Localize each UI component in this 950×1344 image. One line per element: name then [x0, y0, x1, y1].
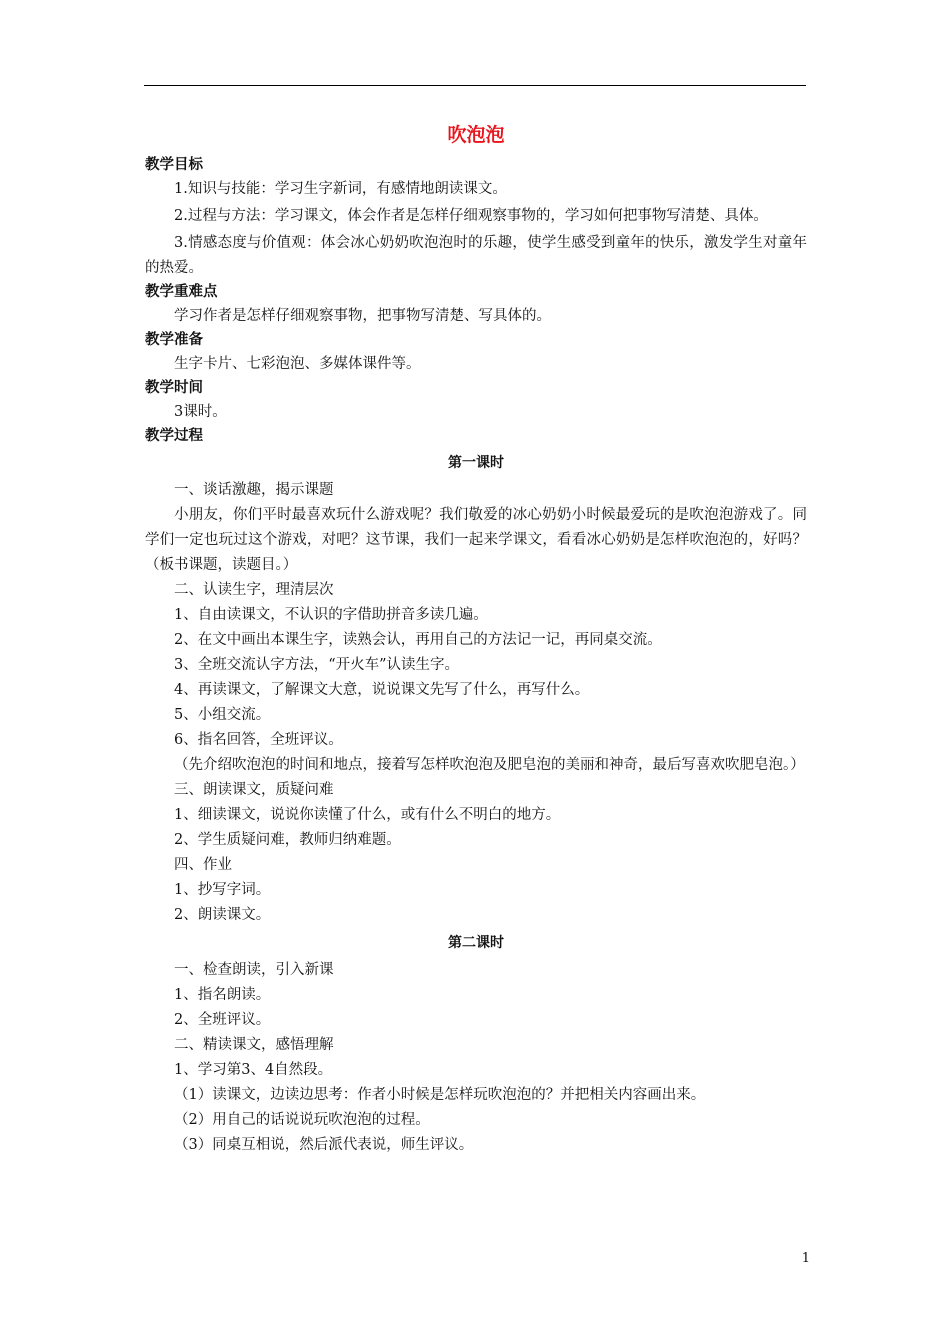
lesson1-para: 1、抄写字词。	[174, 882, 271, 898]
lesson2-para: 一、检查朗读，引入新课	[174, 962, 334, 978]
lesson1-para: 6、指名回答，全班评议。	[174, 732, 343, 748]
lesson2-para: （1）读课文，边读边思考：作者小时候是怎样玩吹泡泡的？并把相关内容画出来。	[174, 1087, 706, 1103]
lesson1-para: 一、谈话激趣，揭示课题	[174, 482, 334, 498]
section-heading-goals: 教学目标	[145, 157, 203, 173]
time-text: 3课时。	[174, 404, 227, 420]
lesson1-para: 3、全班交流认字方法，“开火车”认读生字。	[174, 657, 460, 673]
lesson1-para: 1、细读课文，说说你读懂了什么，或有什么不明白的地方。	[174, 807, 561, 823]
lesson1-para: （先介绍吹泡泡的时间和地点，接着写怎样吹泡泡及肥皂泡的美丽和神奇，最后写喜欢吹肥皂泡。）	[174, 757, 805, 773]
lesson2-para: 二、精读课文，感悟理解	[174, 1037, 334, 1053]
lesson1-para: 2、学生质疑问难，教师归纳难题。	[174, 832, 401, 848]
lesson1-para: 小朋友，你们平时最喜欢玩什么游戏呢？我们敬爱的冰心奶奶小时候最爱玩的是吹泡泡游戏了。同学们一定也玩过这个游戏，对吧？这节课，我们一起来学课文，看看冰心奶奶是怎样吹泡泡的，好吗？（板书课题，读题目。）	[145, 507, 807, 573]
lesson1-para: 四、作业	[174, 857, 232, 873]
lesson1-para: 1、自由读课文，不认识的字借助拼音多读几遍。	[174, 607, 488, 623]
lesson1-para: 5、小组交流。	[174, 707, 271, 723]
lesson1-para: 2、朗读课文。	[174, 907, 271, 923]
lesson2-para: 1、指名朗读。	[174, 987, 271, 1003]
lesson1-para: 三、朗读课文，质疑问难	[174, 782, 334, 798]
section-heading-process: 教学过程	[145, 428, 203, 444]
header-rule	[144, 85, 806, 86]
key-points-text: 学习作者是怎样仔细观察事物，把事物写清楚、写具体的。	[174, 308, 551, 324]
lesson1-heading: 第一课时	[448, 455, 504, 471]
lesson2-para: （3）同桌互相说，然后派代表说，师生评议。	[174, 1137, 474, 1153]
goal-item: 1.知识与技能：学习生字新词，有感情地朗读课文。	[174, 181, 507, 197]
goal-item: 2.过程与方法：学习课文，体会作者是怎样仔细观察事物的，学习如何把事物写清楚、具体。	[174, 208, 768, 224]
lesson1-para: 2、在文中画出本课生字，读熟会认，再用自己的方法记一记，再同桌交流。	[174, 632, 662, 648]
document-body	[145, 118, 807, 1158]
section-heading-key-points: 教学重难点	[145, 284, 218, 300]
section-heading-preparation: 教学准备	[145, 332, 203, 348]
goal-item: 3.情感态度与价值观：体会冰心奶奶吹泡泡时的乐趣，使学生感受到童年的快乐，激发学生对童年的热爱。	[145, 235, 807, 276]
section-heading-time: 教学时间	[145, 380, 203, 396]
lesson1-para: 二、认读生字，理清层次	[174, 582, 334, 598]
lesson2-para: 1、学习第3、4自然段。	[174, 1062, 333, 1078]
lesson2-para: 2、全班评议。	[174, 1012, 271, 1028]
preparation-text: 生字卡片、七彩泡泡、多媒体课件等。	[174, 356, 421, 372]
page-number: 1	[801, 1251, 810, 1266]
lesson2-heading: 第二课时	[448, 935, 504, 951]
lesson1-para: 4、再读课文，了解课文大意，说说课文先写了什么，再写什么。	[174, 682, 590, 698]
lesson2-para: （2）用自己的话说说玩吹泡泡的过程。	[174, 1112, 430, 1128]
document-title: 吹泡泡	[447, 124, 505, 146]
